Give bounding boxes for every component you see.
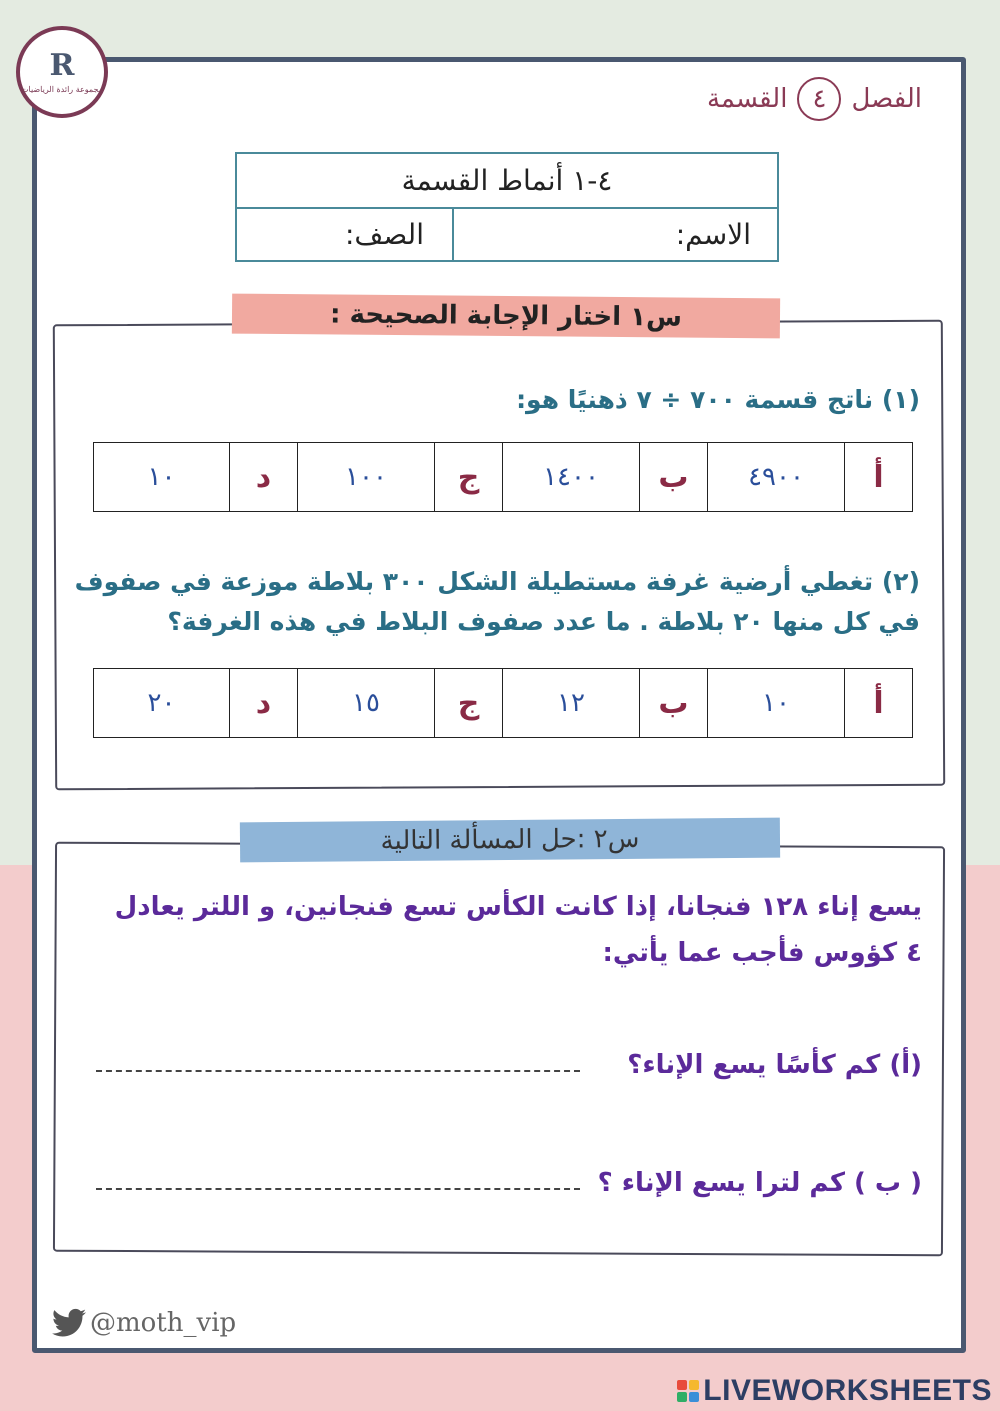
- choice-option[interactable]: ١٤٠٠: [502, 443, 639, 511]
- choice-letter: أ: [844, 443, 912, 511]
- chapter-header: [707, 76, 922, 122]
- liveworksheets-brand: [677, 1374, 992, 1408]
- twitter-handle: @moth_vip: [90, 1308, 237, 1338]
- choice-letter: ب: [639, 669, 707, 737]
- lesson-title: ٤-١ أنماط القسمة: [237, 154, 777, 209]
- sub-question-a: (أ) كم كأسًا يسع الإناء؟: [627, 1050, 922, 1080]
- choices-q1: [93, 442, 913, 512]
- choice-letter: د: [229, 669, 297, 737]
- choice-letter: ج: [434, 443, 502, 511]
- choice-option[interactable]: ١٠: [147, 462, 176, 492]
- brand-text: LIVEWORKSHEETS: [703, 1374, 992, 1407]
- chapter-label: الفصل: [851, 84, 922, 114]
- logo: [16, 26, 108, 118]
- question-1: (١) ناتج قسمة ٧٠٠ ÷ ٧ ذهنيًا هو:: [516, 385, 920, 414]
- choice-letter: د: [229, 443, 297, 511]
- sub-question-b: ( ب ) كم لترا يسع الإناء ؟: [597, 1168, 922, 1198]
- choice-option[interactable]: ١٥: [297, 669, 434, 737]
- section2-title: س٢ :حل المسألة التالية: [240, 818, 780, 863]
- title-box: [235, 152, 779, 262]
- twitter-credit: [52, 1308, 236, 1338]
- choice-option[interactable]: ٤٩٠٠: [707, 443, 844, 511]
- name-label: الاسم:: [675, 218, 751, 251]
- logo-caption: مجموعة رائدة الرياضيات: [21, 84, 103, 94]
- class-label: الصف:: [344, 218, 424, 251]
- twitter-bird-icon: [52, 1308, 86, 1338]
- choice-letter: ج: [434, 669, 502, 737]
- answer-line-a[interactable]: [96, 1070, 580, 1072]
- choices-q2: [93, 668, 913, 738]
- choice-option[interactable]: ٢٠: [147, 688, 176, 718]
- word-problem: يسع إناء ١٢٨ فنجانا، إذا كانت الكأس تسع فنجانين، و اللتر يعادل ٤ كؤوس فأجب عما يأتي:: [114, 892, 922, 968]
- question-2: (٢) تغطي أرضية غرفة مستطيلة الشكل ٣٠٠ بلاطة موزعة في صفوف في كل منها ٢٠ بلاطة . ما عدد صفوف البلاط في هذه الغرفة؟: [74, 567, 920, 636]
- choice-letter: أ: [844, 669, 912, 737]
- choice-option[interactable]: ١٠: [707, 669, 844, 737]
- liveworksheets-logo-icon: [677, 1380, 699, 1402]
- section1-title: س١ اختار الإجابة الصحيحة :: [232, 294, 780, 339]
- answer-line-b[interactable]: [96, 1188, 580, 1190]
- class-field[interactable]: [237, 209, 452, 260]
- chapter-title: القسمة: [706, 84, 788, 114]
- chapter-number: ٤: [797, 77, 841, 121]
- logo-initials: R: [49, 47, 75, 83]
- choice-letter: ب: [639, 443, 707, 511]
- name-field[interactable]: [452, 209, 777, 260]
- choice-option[interactable]: ١٠٠: [297, 443, 434, 511]
- choice-option[interactable]: ١٢: [502, 669, 639, 737]
